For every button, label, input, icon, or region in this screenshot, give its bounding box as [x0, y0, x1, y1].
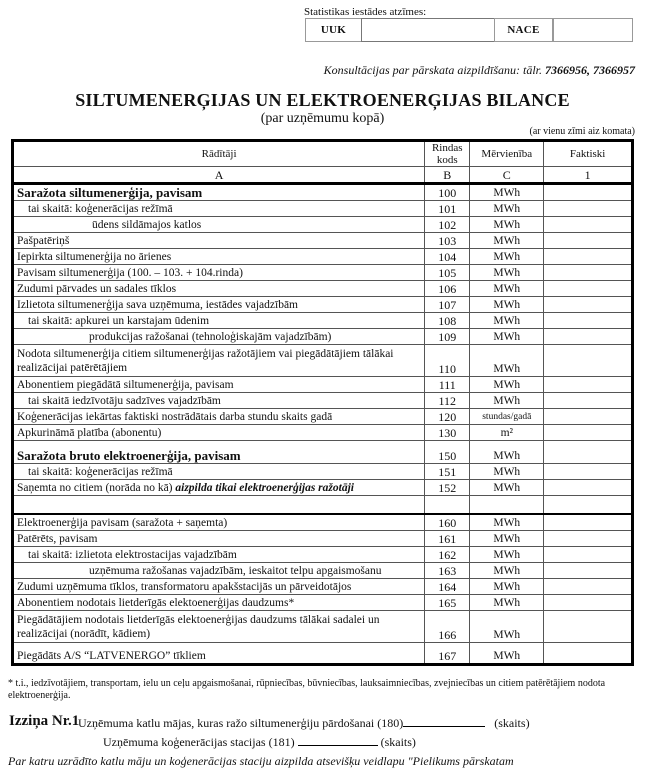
row-code: 103: [425, 233, 470, 249]
row-code: 164: [425, 579, 470, 595]
row-unit: MWh: [470, 514, 544, 531]
row-label: Abonentiem nodotais lietderīgās elektoenerģijas daudzums*: [13, 595, 425, 611]
row-unit: MWh: [470, 441, 544, 464]
table-row: [13, 184, 633, 201]
table-row: [13, 377, 633, 393]
row-unit: MWh: [470, 547, 544, 563]
row-label: Saņemta no citiem (norāda no kā): [17, 481, 173, 494]
row-unit: MWh: [470, 464, 544, 480]
column-letters-row: [13, 167, 633, 184]
row-label: Izlietota siltumenerģija sava uzņēmuma, iestādes vajadzībām: [13, 297, 425, 313]
row-code: 167: [425, 643, 470, 665]
table-row: [13, 393, 633, 409]
row-unit: MWh: [470, 233, 544, 249]
cogeneration-count-input[interactable]: [298, 735, 378, 746]
nace-input[interactable]: [553, 18, 633, 42]
izzina-line1-text: Uzņēmuma katlu mājas, kuras ražo siltumenerģiju pārdošanai (180): [78, 716, 404, 730]
row-code: 107: [425, 297, 470, 313]
table-row: [13, 441, 633, 464]
header-unit: Mērvienība: [470, 141, 544, 167]
row-value-input[interactable]: [544, 611, 633, 643]
izzina-line-181: [103, 735, 416, 750]
table-row-empty: [13, 496, 633, 515]
row-label: Abonentiem piegādātā siltumenerģija, pavisam: [13, 377, 425, 393]
header-indicators: Rādītāji: [13, 141, 425, 167]
row-code: 165: [425, 595, 470, 611]
row-value-input[interactable]: [544, 184, 633, 201]
row-label: Piegādātājiem nodotais lietderīgās elektoenerģijas daudzums tālākai sadalei un realizācijai (norādīt, kādiem): [13, 611, 425, 643]
row-label-cell: [13, 480, 425, 496]
row-code: 101: [425, 201, 470, 217]
row-value-input[interactable]: [544, 377, 633, 393]
row-unit: stundas/gadā: [470, 409, 544, 425]
row-value-input[interactable]: [544, 217, 633, 233]
row-label-input[interactable]: [13, 496, 425, 515]
col-letter-b: B: [425, 167, 470, 184]
table-row: [13, 480, 633, 496]
row-value-input[interactable]: [544, 643, 633, 665]
row-value-input[interactable]: [544, 531, 633, 547]
table-header-row: [13, 141, 633, 167]
izzina-line-180: [78, 716, 530, 731]
row-code: 161: [425, 531, 470, 547]
izzina-line2-text: Uzņēmuma koģenerācijas stacijas (181): [103, 735, 295, 749]
row-code: 162: [425, 547, 470, 563]
header-row-code: Rindas kods: [425, 141, 470, 167]
table-row: [13, 345, 633, 377]
row-value-input[interactable]: [544, 441, 633, 464]
row-label: Pavisam siltumenerģija (100. – 103. + 104.rinda): [13, 265, 425, 281]
table-row: [13, 611, 633, 643]
row-unit: MWh: [470, 345, 544, 377]
table-row: [13, 547, 633, 563]
uuk-label: UUK: [305, 18, 362, 42]
row-label: Apkurināmā platība (abonentu): [13, 425, 425, 441]
col-letter-a: A: [13, 167, 425, 184]
row-value-input[interactable]: [544, 233, 633, 249]
row-unit: MWh: [470, 313, 544, 329]
nace-label: NACE: [494, 18, 553, 42]
row-value-input[interactable]: [544, 281, 633, 297]
col-letter-c: C: [470, 167, 544, 184]
izzina-title: Izziņa Nr.1: [9, 713, 80, 729]
row-label: Zudumi uzņēmuma tīklos, transformatoru apakšstacijās un pārveidotājos: [13, 579, 425, 595]
stat-marks-label: Statistikas iestādes atzīmes:: [304, 6, 427, 18]
row-label-emphasis: aizpilda tikai elektroenerģijas ražotāji: [175, 481, 354, 494]
row-unit: MWh: [470, 377, 544, 393]
row-label: Koģenerācijas iekārtas faktiski nostrādātais darba stundu skaits gadā: [13, 409, 425, 425]
row-value-input[interactable]: [544, 496, 633, 515]
footnote: * t.i., iedzīvotājiem, transportam, ielu un ceļu apgaismošanai, rūpniecības, būvniecības, lauksaimniecības, zvejniecības un citiem patērētājiem nodota elektroenerģija.: [8, 678, 606, 701]
row-code: 152: [425, 480, 470, 496]
row-code: [425, 496, 470, 515]
table-row: [13, 563, 633, 579]
row-code: 163: [425, 563, 470, 579]
row-code: 109: [425, 329, 470, 345]
table-row: [13, 265, 633, 281]
row-label: Patērēts, pavisam: [13, 531, 425, 547]
row-unit: MWh: [470, 531, 544, 547]
row-label: tai skaitā: koģenerācijas režīmā: [13, 201, 425, 217]
page-subtitle: (par uzņēmumu kopā): [260, 111, 385, 126]
balance-table: [11, 139, 634, 666]
consultation-phones: 7366956, 7366957: [545, 63, 635, 77]
row-label: Saražota siltumenerģija, pavisam: [13, 184, 425, 201]
row-label: uzņēmuma ražošanas vajadzībām, ieskaitot telpu apgaismošanu: [13, 563, 425, 579]
row-value-input[interactable]: [544, 563, 633, 579]
row-unit: MWh: [470, 329, 544, 345]
bottom-note: Par katru uzrādīto katlu māju un koģenerācijas staciju aizpilda atsevišķu veidlapu "Pielikums pārskatam: [8, 754, 514, 768]
consultation-text: Konsultācijas par pārskata aizpildīšanu: tālr.: [323, 63, 542, 77]
row-code: 150: [425, 441, 470, 464]
row-label: tai skaitā iedzīvotāju sadzīves vajadzībām: [13, 393, 425, 409]
row-value-input[interactable]: [544, 249, 633, 265]
row-value-input[interactable]: [544, 425, 633, 441]
row-code: 106: [425, 281, 470, 297]
row-unit: [470, 496, 544, 515]
row-label: ūdens sildāmajos katlos: [13, 217, 425, 233]
col-letter-1: 1: [544, 167, 633, 184]
row-code: 151: [425, 464, 470, 480]
row-label: Iepirkta siltumenerģija no ārienes: [13, 249, 425, 265]
row-value-input[interactable]: [544, 579, 633, 595]
row-label: Nodota siltumenerģija citiem siltumenerģijas ražotājiem vai piegādātājiem tālākai realizācijai patērētājiem: [13, 345, 425, 377]
precision-note: (ar vienu zīmi aiz komata): [529, 126, 635, 137]
table-row: [13, 531, 633, 547]
row-code: 120: [425, 409, 470, 425]
row-label: tai skaitā: izlietota elektrostacijas vajadzībām: [13, 547, 425, 563]
table-row: [13, 201, 633, 217]
row-value-input[interactable]: [544, 547, 633, 563]
row-value-input[interactable]: [544, 393, 633, 409]
row-value-input[interactable]: [544, 313, 633, 329]
row-label: produkcijas ražošanai (tehnoloģiskajām vajadzībām): [13, 329, 425, 345]
row-code: 166: [425, 611, 470, 643]
row-value-input[interactable]: [544, 514, 633, 531]
row-code: 160: [425, 514, 470, 531]
row-unit: MWh: [470, 393, 544, 409]
row-code: 104: [425, 249, 470, 265]
row-unit: MWh: [470, 281, 544, 297]
row-label: Saražota bruto elektroenerģija, pavisam: [13, 441, 425, 464]
consultation-line: [324, 63, 635, 78]
izzina-line2-suffix: (skaits): [380, 735, 416, 749]
page-title: SILTUMENERĢIJAS UN ELEKTROENERĢIJAS BILANCE: [75, 90, 570, 110]
table-row: [13, 643, 633, 665]
row-value-input[interactable]: [544, 480, 633, 496]
row-unit: MWh: [470, 579, 544, 595]
row-code: 112: [425, 393, 470, 409]
table-row: [13, 313, 633, 329]
row-code: 111: [425, 377, 470, 393]
row-unit: MWh: [470, 201, 544, 217]
row-value-input[interactable]: [544, 201, 633, 217]
row-value-input[interactable]: [544, 329, 633, 345]
row-value-input[interactable]: [544, 464, 633, 480]
row-label: tai skaitā: koģenerācijas režīmā: [13, 464, 425, 480]
row-unit: MWh: [470, 611, 544, 643]
row-code: 100: [425, 184, 470, 201]
uuk-input[interactable]: [361, 18, 495, 42]
header-actual: Faktiski: [544, 141, 633, 167]
table-row: [13, 514, 633, 531]
table-row: [13, 595, 633, 611]
row-unit: MWh: [470, 184, 544, 201]
row-code: 102: [425, 217, 470, 233]
row-unit: MWh: [470, 643, 544, 665]
row-unit: MWh: [470, 249, 544, 265]
row-unit: MWh: [470, 265, 544, 281]
row-value-input[interactable]: [544, 595, 633, 611]
row-code: 105: [425, 265, 470, 281]
row-unit: MWh: [470, 480, 544, 496]
row-label: Zudumi pārvades un sadales tīklos: [13, 281, 425, 297]
row-value-input[interactable]: [544, 409, 633, 425]
row-value-input[interactable]: [544, 345, 633, 377]
row-label: Piegādāts A/S “LATVENERGO” tīkliem: [13, 643, 425, 665]
table-row: [13, 329, 633, 345]
boiler-houses-count-input[interactable]: [403, 716, 485, 727]
table-row: [13, 297, 633, 313]
table-row: [13, 409, 633, 425]
row-unit: MWh: [470, 595, 544, 611]
row-unit: MWh: [470, 217, 544, 233]
table-row: [13, 233, 633, 249]
table-row: [13, 217, 633, 233]
table-row: [13, 281, 633, 297]
table-row: [13, 249, 633, 265]
row-unit: MWh: [470, 297, 544, 313]
izzina-line1-suffix: (skaits): [494, 716, 530, 730]
row-unit: m²: [470, 425, 544, 441]
row-label: Pašpatēriņš: [13, 233, 425, 249]
table-row: [13, 464, 633, 480]
row-value-input[interactable]: [544, 265, 633, 281]
row-value-input[interactable]: [544, 297, 633, 313]
row-unit: MWh: [470, 563, 544, 579]
row-label: Elektroenerģija pavisam (saražota + saņemta): [13, 514, 425, 531]
row-code: 130: [425, 425, 470, 441]
row-label: tai skaitā: apkurei un karstajam ūdenim: [13, 313, 425, 329]
row-code: 110: [425, 345, 470, 377]
table-row: [13, 579, 633, 595]
row-code: 108: [425, 313, 470, 329]
table-row: [13, 425, 633, 441]
